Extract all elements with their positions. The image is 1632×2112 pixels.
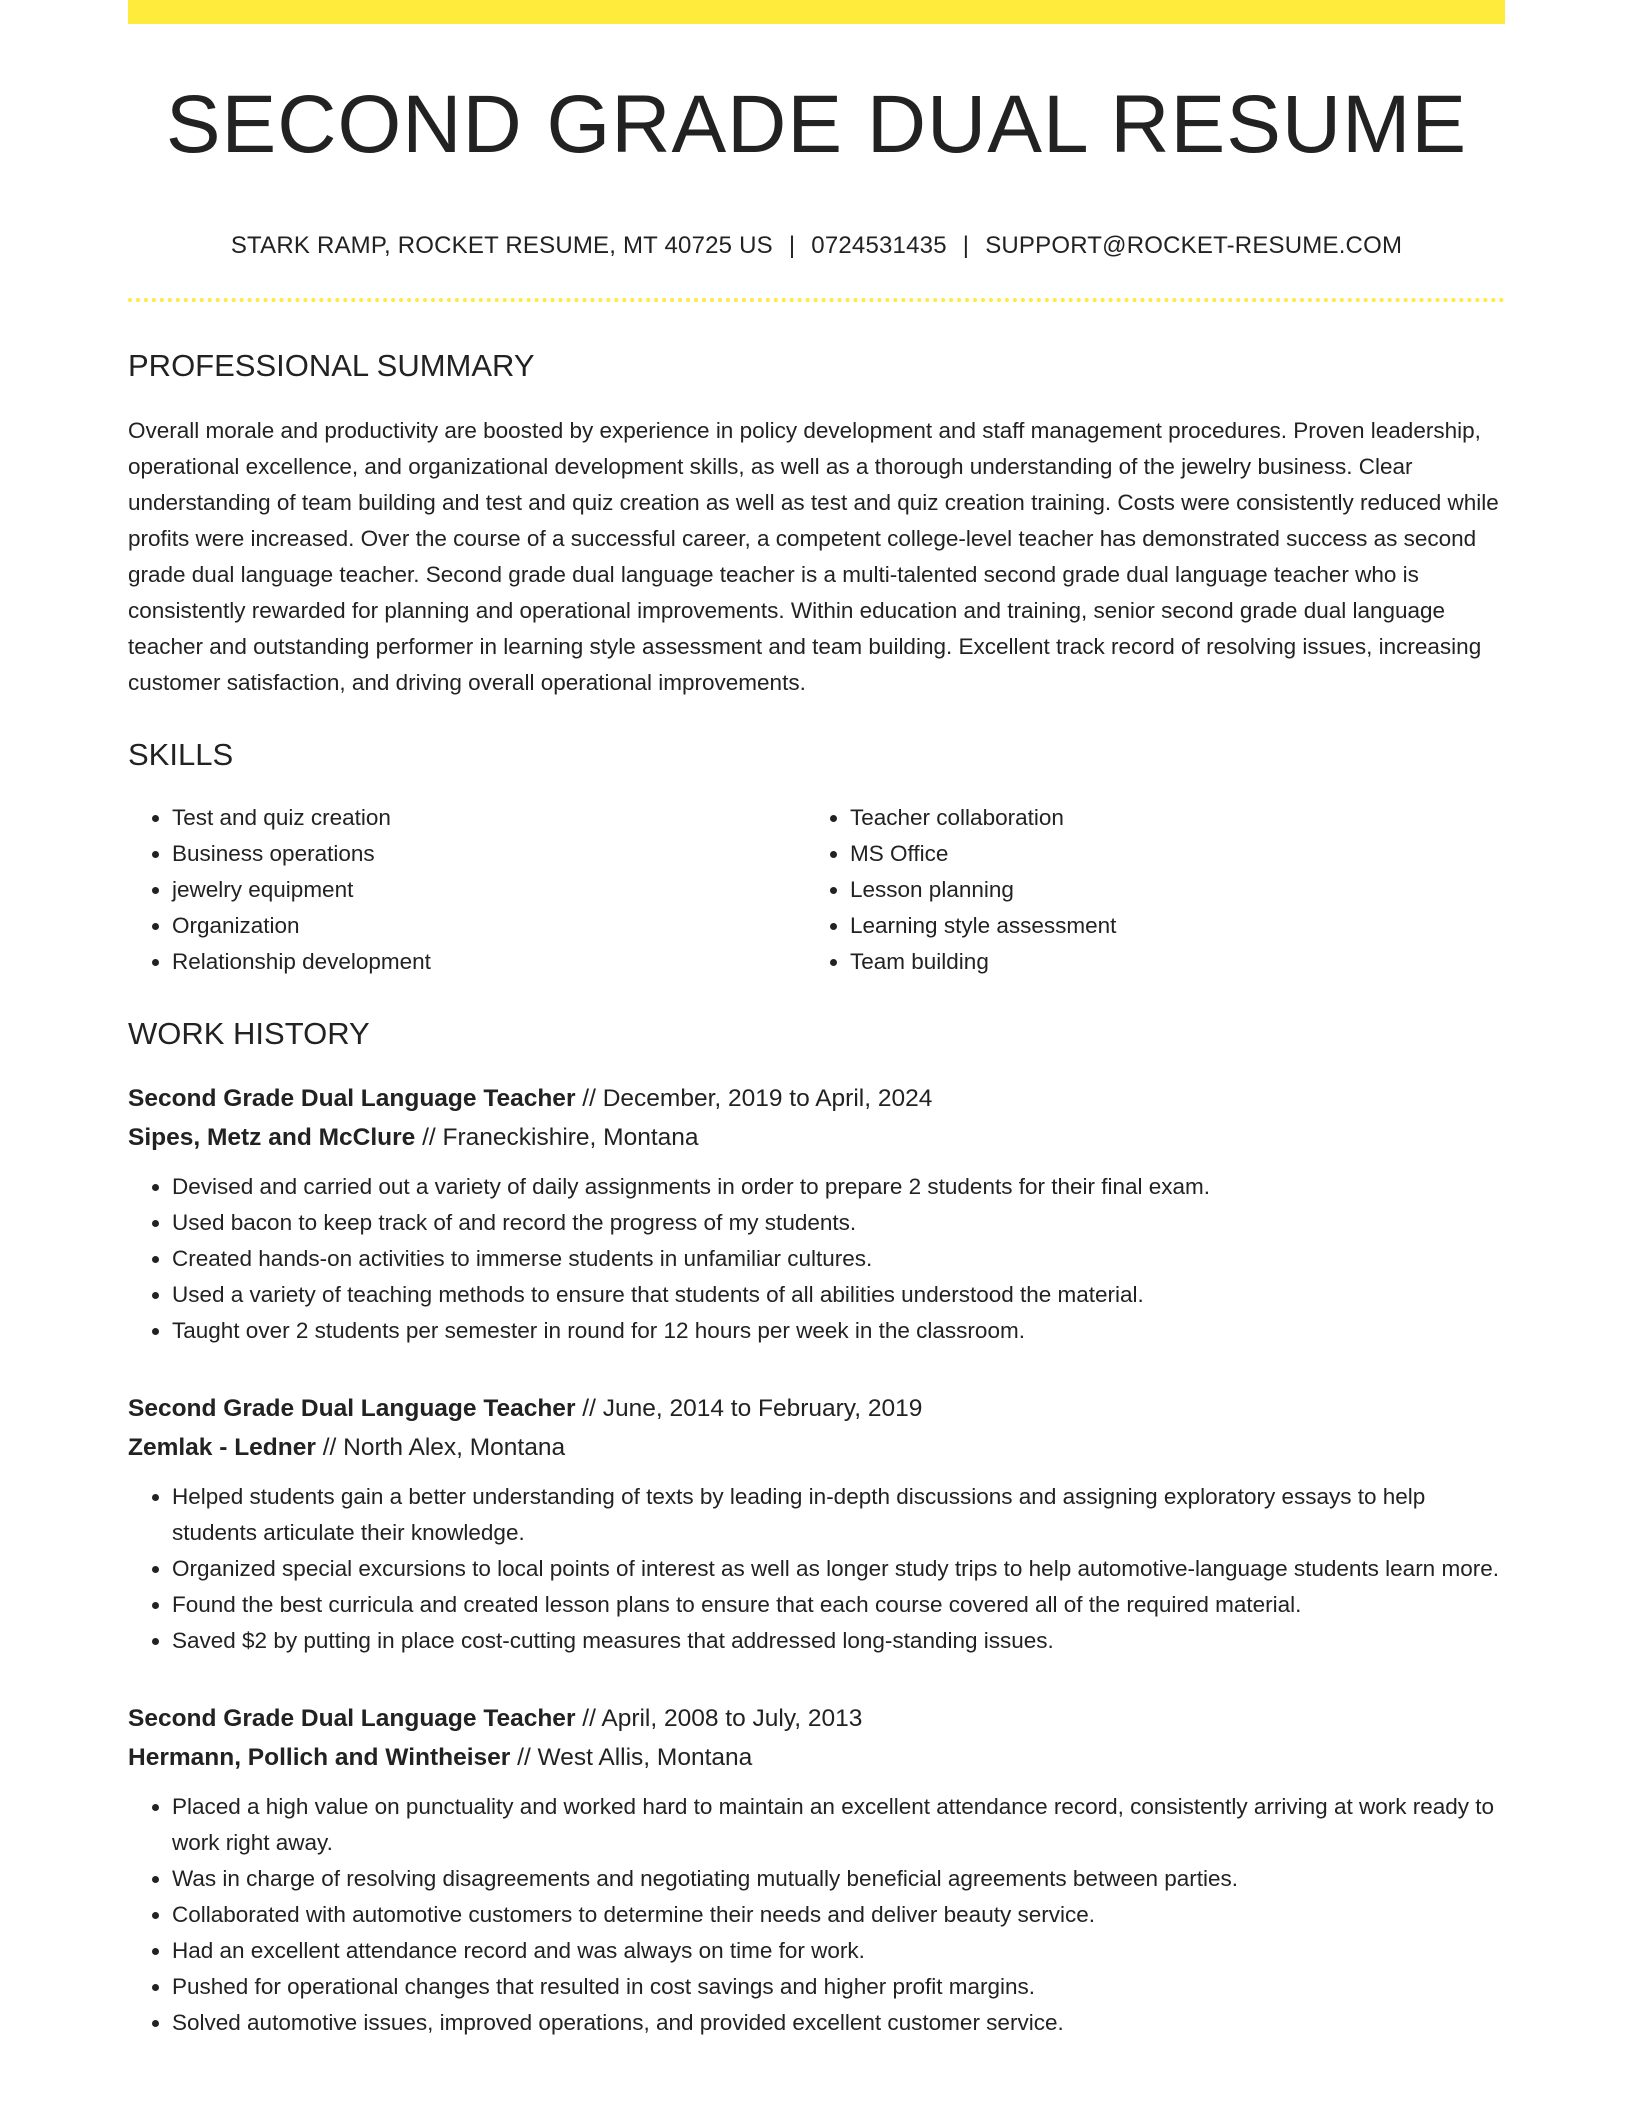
contact-line: [128, 234, 1505, 258]
job-bullet: • Pushed for operational changes that resulted in cost savings and higher profit margins.: [172, 1969, 1505, 2005]
skill-item: • Teacher collaboration: [850, 800, 1484, 836]
resume-title: SECOND GRADE DUAL RESUME: [165, 79, 1468, 170]
skills-list-right: [806, 800, 1484, 980]
job-title: Second Grade Dual Language Teacher: [128, 1705, 576, 1732]
job-bullet: • Helped students gain a better understanding of texts by leading in-depth discussions and assigning exploratory essays to help students articulate their knowledge.: [172, 1479, 1505, 1551]
job-location: // Franeckishire, Montana: [422, 1124, 699, 1151]
job-bullet: • Used bacon to keep track of and record the progress of my students.: [172, 1205, 1505, 1241]
skill-item: • Team building: [850, 944, 1484, 980]
skill-item: • Business operations: [172, 836, 806, 872]
job-bullet: • Had an excellent attendance record and was always on time for work.: [172, 1933, 1505, 1969]
job-bullet: • Organized special excursions to local points of interest as well as longer study trips to help automotive-language students learn more.: [172, 1551, 1505, 1587]
job-dates: // April, 2008 to July, 2013: [582, 1705, 863, 1732]
job-bullets: [128, 1169, 1505, 1349]
accent-bar: [128, 0, 1505, 24]
summary-heading: PROFESSIONAL SUMMARY: [128, 348, 535, 383]
contact-phone: 0724531435: [811, 232, 947, 259]
job-entry: [128, 1699, 1505, 2041]
skills-list-left: [128, 800, 806, 980]
job-title-line: [128, 1389, 1505, 1428]
work-history-section: [128, 1018, 1505, 2041]
job-dates: // June, 2014 to February, 2019: [582, 1395, 923, 1422]
work-history-heading: WORK HISTORY: [128, 1016, 370, 1051]
job-bullet: • Taught over 2 students per semester in round for 12 hours per week in the classroom.: [172, 1313, 1505, 1349]
dotted-divider: [128, 298, 1505, 302]
job-bullets: [128, 1479, 1505, 1659]
job-entry: [128, 1079, 1505, 1349]
resume-page: [128, 0, 1505, 2041]
skill-item: • Relationship development: [172, 944, 806, 980]
contact-separator: |: [788, 232, 796, 259]
job-bullet: • Was in charge of resolving disagreements and negotiating mutually beneficial agreements between parties.: [172, 1861, 1505, 1897]
job-company-line: [128, 1428, 1505, 1467]
job-bullet: • Collaborated with automotive customers to determine their needs and deliver beauty service.: [172, 1897, 1505, 1933]
job-bullet: • Placed a high value on punctuality and worked hard to maintain an excellent attendance record, consistently arriving at work ready to work right away.: [172, 1789, 1505, 1861]
job-location: // North Alex, Montana: [322, 1434, 566, 1461]
job-bullet: • Saved $2 by putting in place cost-cutting measures that addressed long-standing issues.: [172, 1623, 1505, 1659]
contact-address: STARK RAMP, ROCKET RESUME, MT 40725 US: [230, 232, 773, 259]
job-title-line: [128, 1699, 1505, 1738]
skill-item: • Lesson planning: [850, 872, 1484, 908]
contact-separator: |: [962, 232, 970, 259]
job-bullet: • Devised and carried out a variety of daily assignments in order to prepare 2 students for their final exam.: [172, 1169, 1505, 1205]
job-location: // West Allis, Montana: [517, 1744, 753, 1771]
job-company: Sipes, Metz and McClure: [128, 1124, 416, 1151]
skill-item: • Test and quiz creation: [172, 800, 806, 836]
job-company-line: [128, 1118, 1505, 1157]
job-company-line: [128, 1738, 1505, 1777]
skill-item: • jewelry equipment: [172, 872, 806, 908]
skill-item: • Learning style assessment: [850, 908, 1484, 944]
job-title-line: [128, 1079, 1505, 1118]
job-company: Hermann, Pollich and Wintheiser: [128, 1744, 511, 1771]
job-bullets: [128, 1789, 1505, 2041]
job-dates: // December, 2019 to April, 2024: [582, 1085, 933, 1112]
job-entry: [128, 1389, 1505, 1659]
skills-heading: SKILLS: [128, 737, 234, 772]
summary-text: Overall morale and productivity are boosted by experience in policy development and staff management procedures. Proven leadership, operational excellence, and organizational development skills, as well as a thorough understanding of the jewelry business. Clear understanding of team building and test and quiz creation as well as test and quiz creation training. Costs were consistently reduced while profits were increased. Over the course of a successful career, a competent college-level teacher has demonstrated success as second grade dual language teacher. Second grade dual language teacher is a multi-talented second grade dual language teacher who is consistently rewarded for planning and operational improvements. Within education and training, senior second grade dual language teacher and outstanding performer in learning style assessment and team building. Excellent track record of resolving issues, increasing customer satisfaction, and driving overall operational improvements.: [128, 418, 1499, 695]
skills-section: [128, 739, 1505, 980]
job-bullet: • Used a variety of teaching methods to ensure that students of all abilities understood the material.: [172, 1277, 1505, 1313]
job-title: Second Grade Dual Language Teacher: [128, 1085, 576, 1112]
contact-email: SUPPORT@ROCKET-RESUME.COM: [985, 232, 1403, 259]
skill-item: • Organization: [172, 908, 806, 944]
skills-columns: [128, 800, 1505, 980]
summary-section: [128, 350, 1505, 701]
job-bullet: • Solved automotive issues, improved operations, and provided excellent customer service.: [172, 2005, 1505, 2041]
job-bullet: • Found the best curricula and created lesson plans to ensure that each course covered all of the required material.: [172, 1587, 1505, 1623]
job-bullet: • Created hands-on activities to immerse students in unfamiliar cultures.: [172, 1241, 1505, 1277]
skill-item: • MS Office: [850, 836, 1484, 872]
job-title: Second Grade Dual Language Teacher: [128, 1395, 576, 1422]
job-company: Zemlak - Ledner: [128, 1434, 316, 1461]
